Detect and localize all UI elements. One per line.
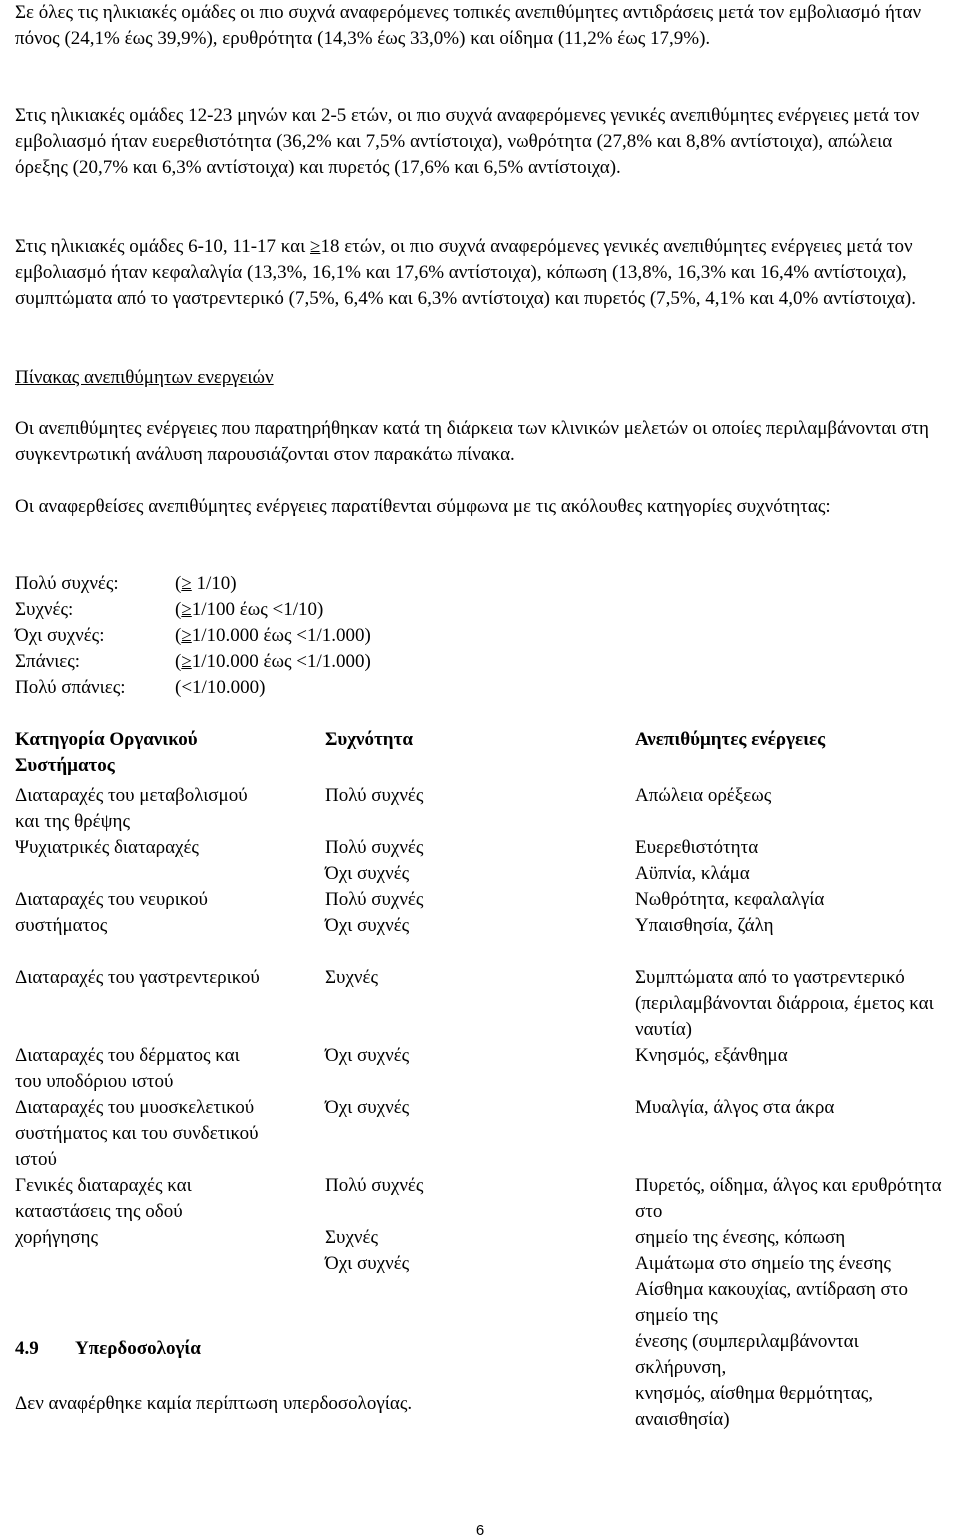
frequency-cell: Όχι συχνές bbox=[325, 1045, 410, 1066]
header-reactions: Ανεπιθύμητες ενέργειες bbox=[635, 729, 826, 750]
frequency-row bbox=[15, 675, 371, 701]
table-row bbox=[15, 835, 945, 887]
frequency-row bbox=[15, 597, 371, 623]
reactions-cell: Πυρετός, οίδημα, άλγος και ερυθρότητα στο σημείο της ένεσης, κόπωση Αιμάτωμα στο σημείο της ένεσης Αίσθημα κακουχίας, αντίδραση στο σημείο της ένεσης (συμπεριλαμβάνονται σκλήρυνση, κνησμός, αίσθημα θερμότητας, αναισθησία) bbox=[635, 1175, 942, 1430]
header-soc: Κατηγορία Οργανικού Συστήματος bbox=[15, 729, 198, 776]
p3-text-end: 18 ετών, οι πιο συχνά αναφερόμενες γενικές ανεπιθύμητες ενέργειες μετά τον εμβολιασμό ήταν κεφαλαλγία (13,3%, 16,1% και 17,6% αντίστοιχα), κόπωση (13,8%, 16,3% και 16,4% αντίστοιχα), συμπτώματα από το γαστρεντερικό (7,5%, 6,4% και 6,3% αντίστοιχα) και πυρετός (7,5%, 4,1% και 4,0% αντίστοιχα). bbox=[15, 236, 916, 309]
frequency-label: Όχι συχνές: bbox=[15, 625, 105, 646]
frequency-label: Πολύ συχνές: bbox=[15, 573, 119, 594]
frequency-range: (≥1/100 έως <1/10) bbox=[175, 599, 324, 620]
frequency-categories bbox=[15, 571, 371, 701]
header-frequency: Συχνότητα bbox=[325, 729, 413, 750]
frequency-row bbox=[15, 623, 371, 649]
table-row bbox=[15, 1043, 945, 1095]
soc-cell: Ψυχιατρικές διαταραχές bbox=[15, 837, 199, 858]
frequency-cell: Πολύ συχνές Όχι συχνές bbox=[325, 837, 424, 884]
reactions-cell: Μυαλγία, άλγος στα άκρα bbox=[635, 1097, 835, 1118]
reactions-cell: Νωθρότητα, κεφαλαλγία Υπαισθησία, ζάλη bbox=[635, 889, 825, 936]
section-heading bbox=[15, 1338, 201, 1360]
paragraph-young-children-reactions: Στις ηλικιακές ομάδες 12-23 μηνών και 2-5 ετών, οι πιο συχνά αναφερόμενες γενικές ανεπιθύμητες ενέργειες μετά τον εμβολιασμό ήταν ευερεθιστότητα (36,2% και 7,5% αντίστοιχα), νωθρότητα (27,8% και 8,8% αντίστοιχα), απώλεια όρεξης (20,7% και 6,3% αντίστοιχα) και πυρετός (17,6% και 6,5% αντίστοιχα). bbox=[15, 105, 920, 178]
frequency-label: Σπάνιες: bbox=[15, 651, 81, 672]
paragraph-older-age-reactions bbox=[15, 234, 945, 312]
frequency-range: (≥ 1/10) bbox=[175, 573, 237, 594]
soc-cell: Διαταραχές του δέρματος και του υποδόριου ιστού bbox=[15, 1045, 240, 1092]
adverse-reactions-table bbox=[15, 727, 945, 1433]
page-number: 6 bbox=[475, 1522, 485, 1539]
soc-cell: Διαταραχές του γαστρεντερικού bbox=[15, 967, 260, 988]
section-title: Υπερδοσολογία bbox=[75, 1338, 201, 1359]
greater-equal-symbol: ≥ bbox=[310, 236, 321, 257]
p3-text-start: Στις ηλικιακές ομάδες 6-10, 11-17 και bbox=[15, 236, 311, 257]
frequency-range: (≥1/10.000 έως <1/1.000) bbox=[175, 651, 371, 672]
soc-cell: Διαταραχές του μυοσκελετικού συστήματος και του συνδετικού ιστού bbox=[15, 1097, 259, 1170]
paragraph-frequency-intro: Οι αναφερθείσες ανεπιθύμητες ενέργειες παρατίθενται σύμφωνα με τις ακόλουθες κατηγορίες συχνότητας: bbox=[15, 496, 831, 517]
table-row bbox=[15, 779, 945, 835]
section-number: 4.9 bbox=[15, 1338, 39, 1359]
frequency-range: (<1/10.000) bbox=[175, 677, 266, 698]
frequency-cell: Πολύ συχνές Συχνές Όχι συχνές bbox=[325, 1175, 424, 1274]
reactions-cell: Συμπτώματα από το γαστρεντερικό (περιλαμβάνονται διάρροια, έμετος και ναυτία) bbox=[635, 967, 934, 1040]
section-body: Δεν αναφέρθηκε καμία περίπτωση υπερδοσολογίας. bbox=[15, 1393, 413, 1414]
frequency-label: Συχνές: bbox=[15, 599, 74, 620]
reactions-cell: Απώλεια ορέξεως bbox=[635, 785, 772, 806]
frequency-label: Πολύ σπάνιες: bbox=[15, 677, 126, 698]
soc-cell: Διαταραχές του νευρικού συστήματος bbox=[15, 889, 208, 936]
table-header-row bbox=[15, 727, 945, 779]
table-row bbox=[15, 887, 945, 965]
table-row bbox=[15, 1095, 945, 1173]
frequency-row bbox=[15, 571, 371, 597]
paragraph-table-intro: Οι ανεπιθύμητες ενέργειες που παρατηρήθηκαν κατά τη διάρκεια των κλινικών μελετών οι οποίες περιλαμβάνονται στη συγκεντρωτική ανάλυση παρουσιάζονται στον παρακάτω πίνακα. bbox=[15, 418, 929, 465]
frequency-row bbox=[15, 649, 371, 675]
frequency-cell: Πολύ συχνές Όχι συχνές bbox=[325, 889, 424, 936]
frequency-cell: Όχι συχνές bbox=[325, 1097, 410, 1118]
frequency-cell: Συχνές bbox=[325, 967, 378, 988]
table-row bbox=[15, 965, 945, 1043]
soc-cell: Διαταραχές του μεταβολισμού και της θρέψης bbox=[15, 785, 248, 832]
frequency-cell: Πολύ συχνές bbox=[325, 785, 424, 806]
paragraph-local-reactions: Σε όλες τις ηλικιακές ομάδες οι πιο συχνά αναφερόμενες τοπικές ανεπιθύμητες αντιδράσεις μετά τον εμβολιασμό ήταν πόνος (24,1% έως 39,9%), ερυθρότητα (14,3% έως 33,0%) και οίδημα (11,2% έως 17,9%). bbox=[15, 2, 922, 49]
reactions-cell: Κνησμός, εξάνθημα bbox=[635, 1045, 788, 1066]
soc-cell: Γενικές διαταραχές και καταστάσεις της οδού χορήγησης bbox=[15, 1175, 192, 1248]
table-heading: Πίνακας ανεπιθύμητων ενεργειών bbox=[15, 367, 274, 388]
reactions-cell: Ευερεθιστότητα Αϋπνία, κλάμα bbox=[635, 837, 759, 884]
frequency-range: (≥1/10.000 έως <1/1.000) bbox=[175, 625, 371, 646]
